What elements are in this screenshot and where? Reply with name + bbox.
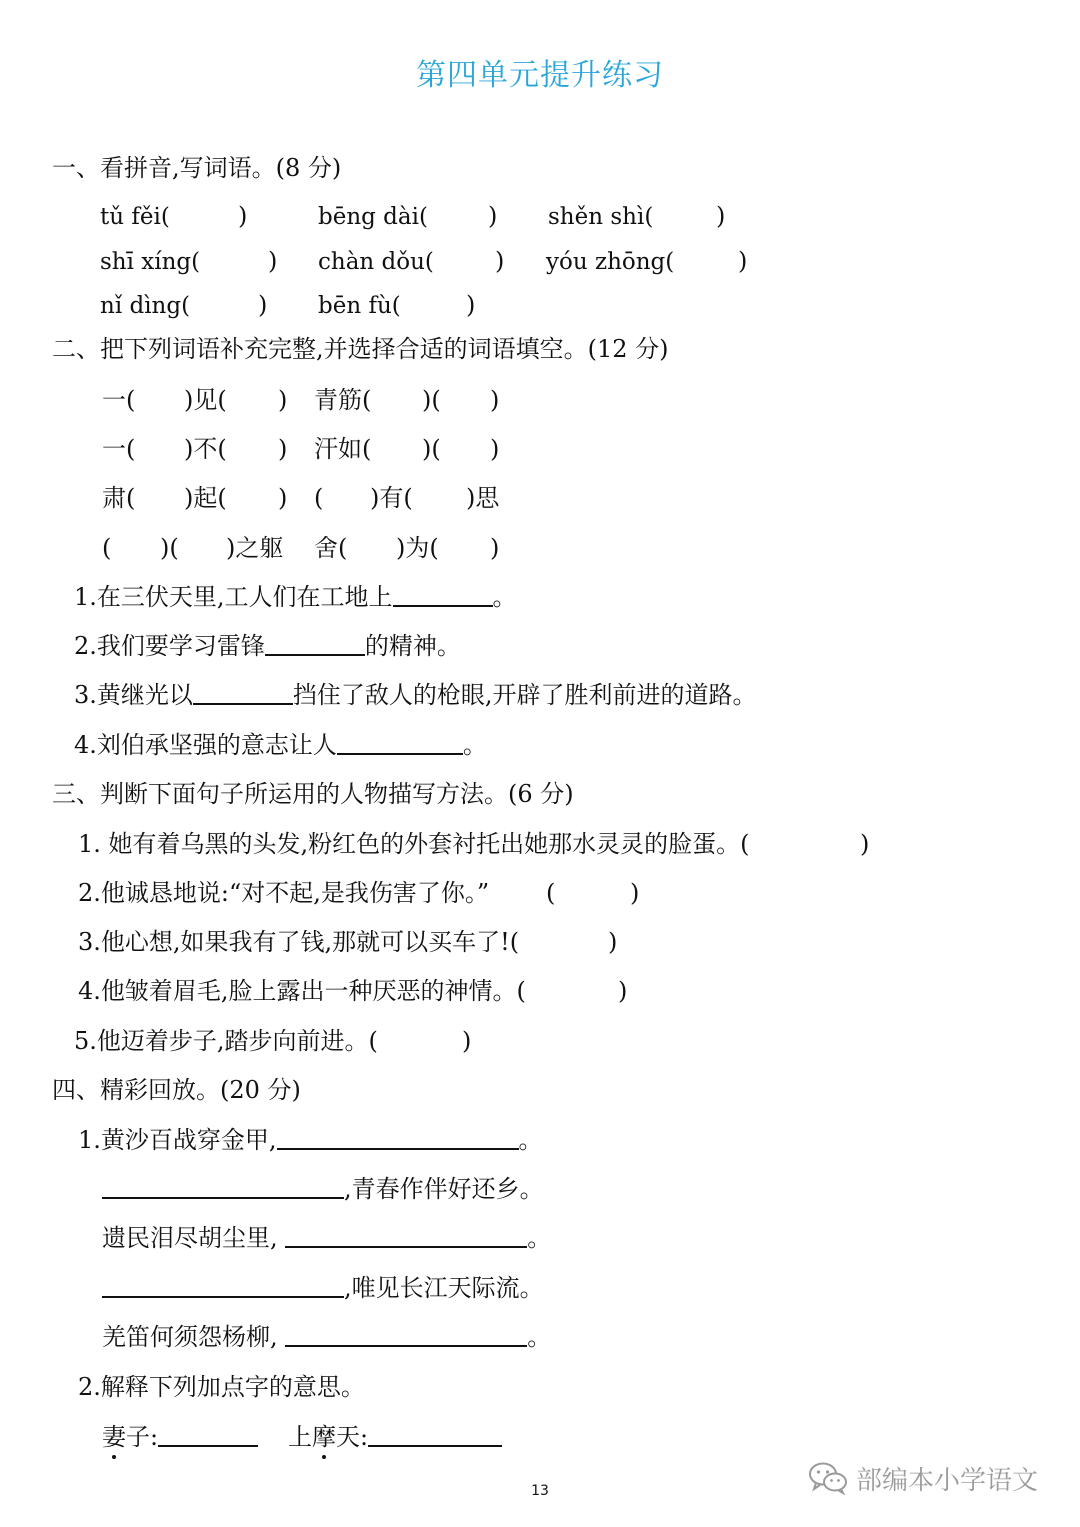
dotted-word-item: 上摩天: (288, 1421, 502, 1453)
fill-sentence: 1.在三伏天里,工人们在工地上 。 (74, 583, 517, 611)
idiom-part: ) (490, 435, 500, 463)
answer-blank[interactable] (277, 1126, 519, 1150)
idiom-part: ( (102, 534, 112, 562)
question-2: 2.解释下列加点字的意思。 (78, 1373, 365, 1401)
paren-close: ) (608, 928, 618, 956)
poem-line: ,青春作伴好还乡。 (102, 1173, 544, 1205)
idiom-part: )起( (184, 484, 227, 512)
watermark (808, 1458, 1038, 1498)
paren-close: ) (268, 247, 278, 275)
dotted-word-item: 妻子: (102, 1421, 258, 1453)
page-title: 第四单元提升练习 (416, 58, 664, 93)
judge-item: 5.他迈着步子,踏步向前进。( (74, 1027, 378, 1055)
idiom-part: ) (490, 534, 500, 562)
poem-line: 1.黄沙百战穿金甲, 。 (78, 1126, 543, 1154)
answer-blank[interactable] (337, 731, 463, 755)
idiom-part: 一( (102, 435, 136, 463)
fill-sentence: 2.我们要学习雷锋 的精神。 (74, 632, 461, 660)
judge-item: 3.他心想,如果我有了钱,那就可以买车了!( (78, 928, 520, 956)
pinyin-item: shī xíng( (100, 249, 201, 275)
paren-open: ( (546, 879, 556, 907)
idiom-part: )( (160, 534, 179, 562)
pinyin-item: chàn dǒu( (318, 249, 434, 275)
idiom-part: 肃( (102, 484, 136, 512)
paren-close: ) (462, 1027, 472, 1055)
paren-close: ) (738, 247, 748, 275)
idiom-part: )有( (370, 484, 413, 512)
poem-line: ,唯见长江天际流。 (102, 1272, 544, 1304)
page-number: 13 (531, 1483, 549, 1499)
idiom-part: )( (422, 386, 441, 414)
pinyin-item: bēng dài( (318, 204, 428, 230)
answer-blank[interactable] (158, 1423, 258, 1447)
idiom-part: 青筋( (314, 386, 372, 414)
answer-blank[interactable] (265, 632, 365, 656)
poem-line: 遗民泪尽胡尘里, 。 (102, 1224, 552, 1252)
answer-blank[interactable] (285, 1224, 527, 1248)
idiom-part: ) (278, 386, 288, 414)
answer-blank[interactable] (368, 1423, 502, 1447)
judge-item: 1. 她有着乌黑的头发,粉红色的外套衬托出她那水灵灵的脸蛋。( (78, 830, 750, 858)
idiom-part: )见( (184, 386, 227, 414)
paren-close: ) (466, 291, 476, 319)
pinyin-item: bēn fù( (318, 293, 401, 319)
answer-blank[interactable] (285, 1323, 527, 1347)
paren-close: ) (630, 879, 640, 907)
idiom-part: )为( (396, 534, 439, 562)
idiom-part: ) (278, 484, 288, 512)
section2-heading: 二、把下列词语补充完整,并选择合适的词语填空。(12 分) (52, 335, 669, 363)
section1-heading: 一、看拼音,写词语。(8 分) (52, 154, 342, 182)
idiom-part: ) (490, 386, 500, 414)
paren-close: ) (495, 247, 505, 275)
idiom-part: ) (278, 435, 288, 463)
idiom-part: )思 (466, 484, 500, 512)
fill-sentence: 4.刘伯承坚强的意志让人 。 (74, 731, 487, 759)
pinyin-item: nǐ dìng( (100, 293, 191, 319)
answer-blank[interactable] (193, 681, 293, 705)
dotted-char: 摩 (312, 1423, 336, 1451)
answer-blank[interactable] (393, 583, 493, 607)
idiom-part: )( (422, 435, 441, 463)
pinyin-item: tǔ fěi( (100, 204, 170, 230)
paren-close: ) (488, 202, 498, 230)
idiom-part: 汗如( (314, 435, 372, 463)
paren-close: ) (618, 977, 628, 1005)
pinyin-item: yóu zhōng( (546, 249, 675, 275)
paren-close: ) (258, 291, 268, 319)
pinyin-item: shěn shì( (548, 204, 654, 230)
poem-line: 羌笛何须怨杨柳, 。 (102, 1323, 552, 1351)
fill-sentence: 3.黄继光以 挡住了敌人的枪眼,开辟了胜利前进的道路。 (74, 681, 757, 709)
judge-item: 4.他皱着眉毛,脸上露出一种厌恶的神情。( (78, 977, 526, 1005)
idiom-part: )之躯 (226, 534, 284, 562)
idiom-part: ( (314, 484, 324, 512)
watermark-text: 部编本小学语文 (856, 1465, 1039, 1496)
paren-close: ) (860, 830, 870, 858)
paren-close: ) (238, 202, 248, 230)
idiom-part: 舍( (314, 534, 348, 562)
idiom-part: )不( (184, 435, 227, 463)
paren-close: ) (716, 202, 726, 230)
idiom-part: 一( (102, 386, 136, 414)
dotted-char: 妻 (102, 1423, 126, 1451)
answer-blank[interactable] (102, 1175, 344, 1199)
section3-heading: 三、判断下面句子所运用的人物描写方法。(6 分) (52, 780, 574, 808)
wechat-icon (808, 1461, 848, 1495)
answer-blank[interactable] (102, 1274, 344, 1298)
section4-heading: 四、精彩回放。(20 分) (52, 1076, 301, 1104)
judge-item: 2.他诚恳地说:“对不起,是我伤害了你。” (78, 879, 490, 907)
